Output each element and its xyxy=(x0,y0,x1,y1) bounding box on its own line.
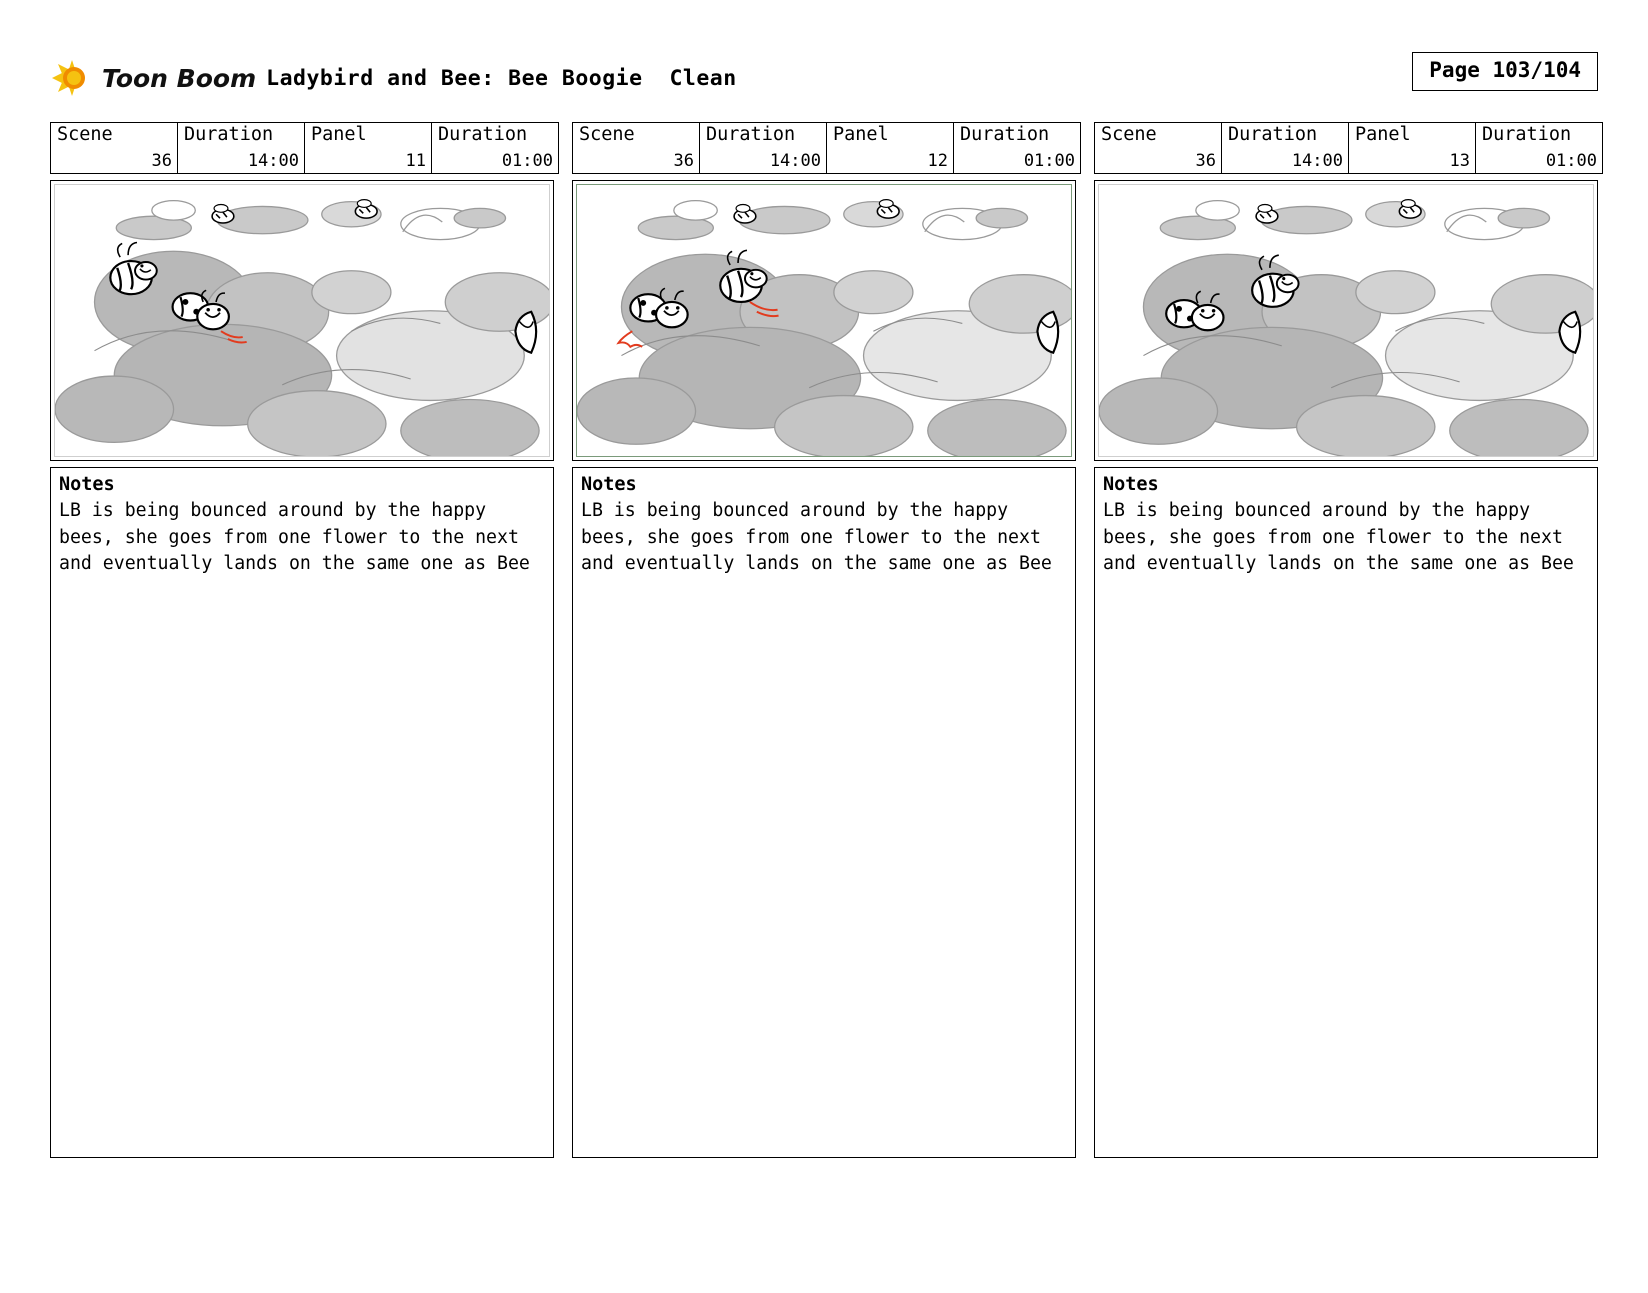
scene-label: Scene xyxy=(579,124,635,145)
logo-wordmark: Toon Boom xyxy=(102,63,257,93)
scene-cell xyxy=(1095,123,1222,174)
scene-duration-value: 14:00 xyxy=(1291,151,1343,172)
panel-duration-label: Duration xyxy=(960,124,1050,145)
storyboard-panel-image[interactable] xyxy=(1098,184,1594,457)
panel-image-frame[interactable] xyxy=(50,180,554,461)
panel-value: 13 xyxy=(1449,151,1470,172)
panel-info-table xyxy=(1094,122,1603,174)
scene-duration-cell xyxy=(178,123,305,174)
panel-column-12 xyxy=(572,122,1076,1158)
notes-box[interactable] xyxy=(1094,467,1598,1158)
scene-cell xyxy=(51,123,178,174)
scene-duration-value: 14:00 xyxy=(247,151,299,172)
notes-text: LB is being bounced around by the happy bees, she goes from one flower to the next and eventually lands on the same one as Bee xyxy=(1103,500,1574,574)
toon-boom-logo xyxy=(50,58,256,98)
panel-image-frame[interactable] xyxy=(1094,180,1598,461)
scene-label: Scene xyxy=(57,124,113,145)
panel-label: Panel xyxy=(311,124,367,145)
sun-icon xyxy=(50,58,96,98)
notes-box[interactable] xyxy=(50,467,554,1158)
scene-duration-cell xyxy=(700,123,827,174)
panel-cell xyxy=(827,123,954,174)
panel-info-table xyxy=(50,122,559,174)
table-row xyxy=(573,123,1081,174)
notes-label: Notes xyxy=(1103,474,1159,495)
scene-label: Scene xyxy=(1101,124,1157,145)
panel-value: 11 xyxy=(405,151,426,172)
panel-label: Panel xyxy=(1355,124,1411,145)
scene-duration-cell xyxy=(1222,123,1349,174)
notes-label: Notes xyxy=(59,474,115,495)
storyboard-panel-image[interactable] xyxy=(54,184,550,457)
scene-value: 36 xyxy=(1195,151,1216,172)
panel-duration-value: 01:00 xyxy=(1545,151,1597,172)
page-title: Ladybird and Bee: Bee Boogie Clean xyxy=(266,65,737,91)
panel-cell xyxy=(305,123,432,174)
panel-column-11 xyxy=(50,122,554,1158)
panel-duration-cell xyxy=(954,123,1081,174)
panel-duration-cell xyxy=(1476,123,1603,174)
panel-cell xyxy=(1349,123,1476,174)
panel-duration-label: Duration xyxy=(438,124,528,145)
panel-duration-value: 01:00 xyxy=(1023,151,1075,172)
page-number: Page 103/104 xyxy=(1412,52,1598,91)
scene-duration-value: 14:00 xyxy=(769,151,821,172)
panel-column-13 xyxy=(1094,122,1598,1158)
panel-value: 12 xyxy=(927,151,948,172)
scene-duration-label: Duration xyxy=(706,124,796,145)
panel-duration-cell xyxy=(432,123,559,174)
notes-text: LB is being bounced around by the happy bees, she goes from one flower to the next and eventually lands on the same one as Bee xyxy=(59,500,530,574)
storyboard-panel-image[interactable] xyxy=(576,184,1072,457)
panel-duration-value: 01:00 xyxy=(501,151,553,172)
panel-duration-label: Duration xyxy=(1482,124,1572,145)
table-row xyxy=(51,123,559,174)
notes-label: Notes xyxy=(581,474,637,495)
table-row xyxy=(1095,123,1603,174)
scene-cell xyxy=(573,123,700,174)
panel-info-table xyxy=(572,122,1081,174)
panels-row xyxy=(50,122,1598,1158)
page-header xyxy=(50,52,1598,104)
panel-label: Panel xyxy=(833,124,889,145)
scene-value: 36 xyxy=(673,151,694,172)
notes-box[interactable] xyxy=(572,467,1076,1158)
scene-value: 36 xyxy=(151,151,172,172)
panel-image-frame[interactable] xyxy=(572,180,1076,461)
scene-duration-label: Duration xyxy=(184,124,274,145)
notes-text: LB is being bounced around by the happy bees, she goes from one flower to the next and eventually lands on the same one as Bee xyxy=(581,500,1052,574)
scene-duration-label: Duration xyxy=(1228,124,1318,145)
